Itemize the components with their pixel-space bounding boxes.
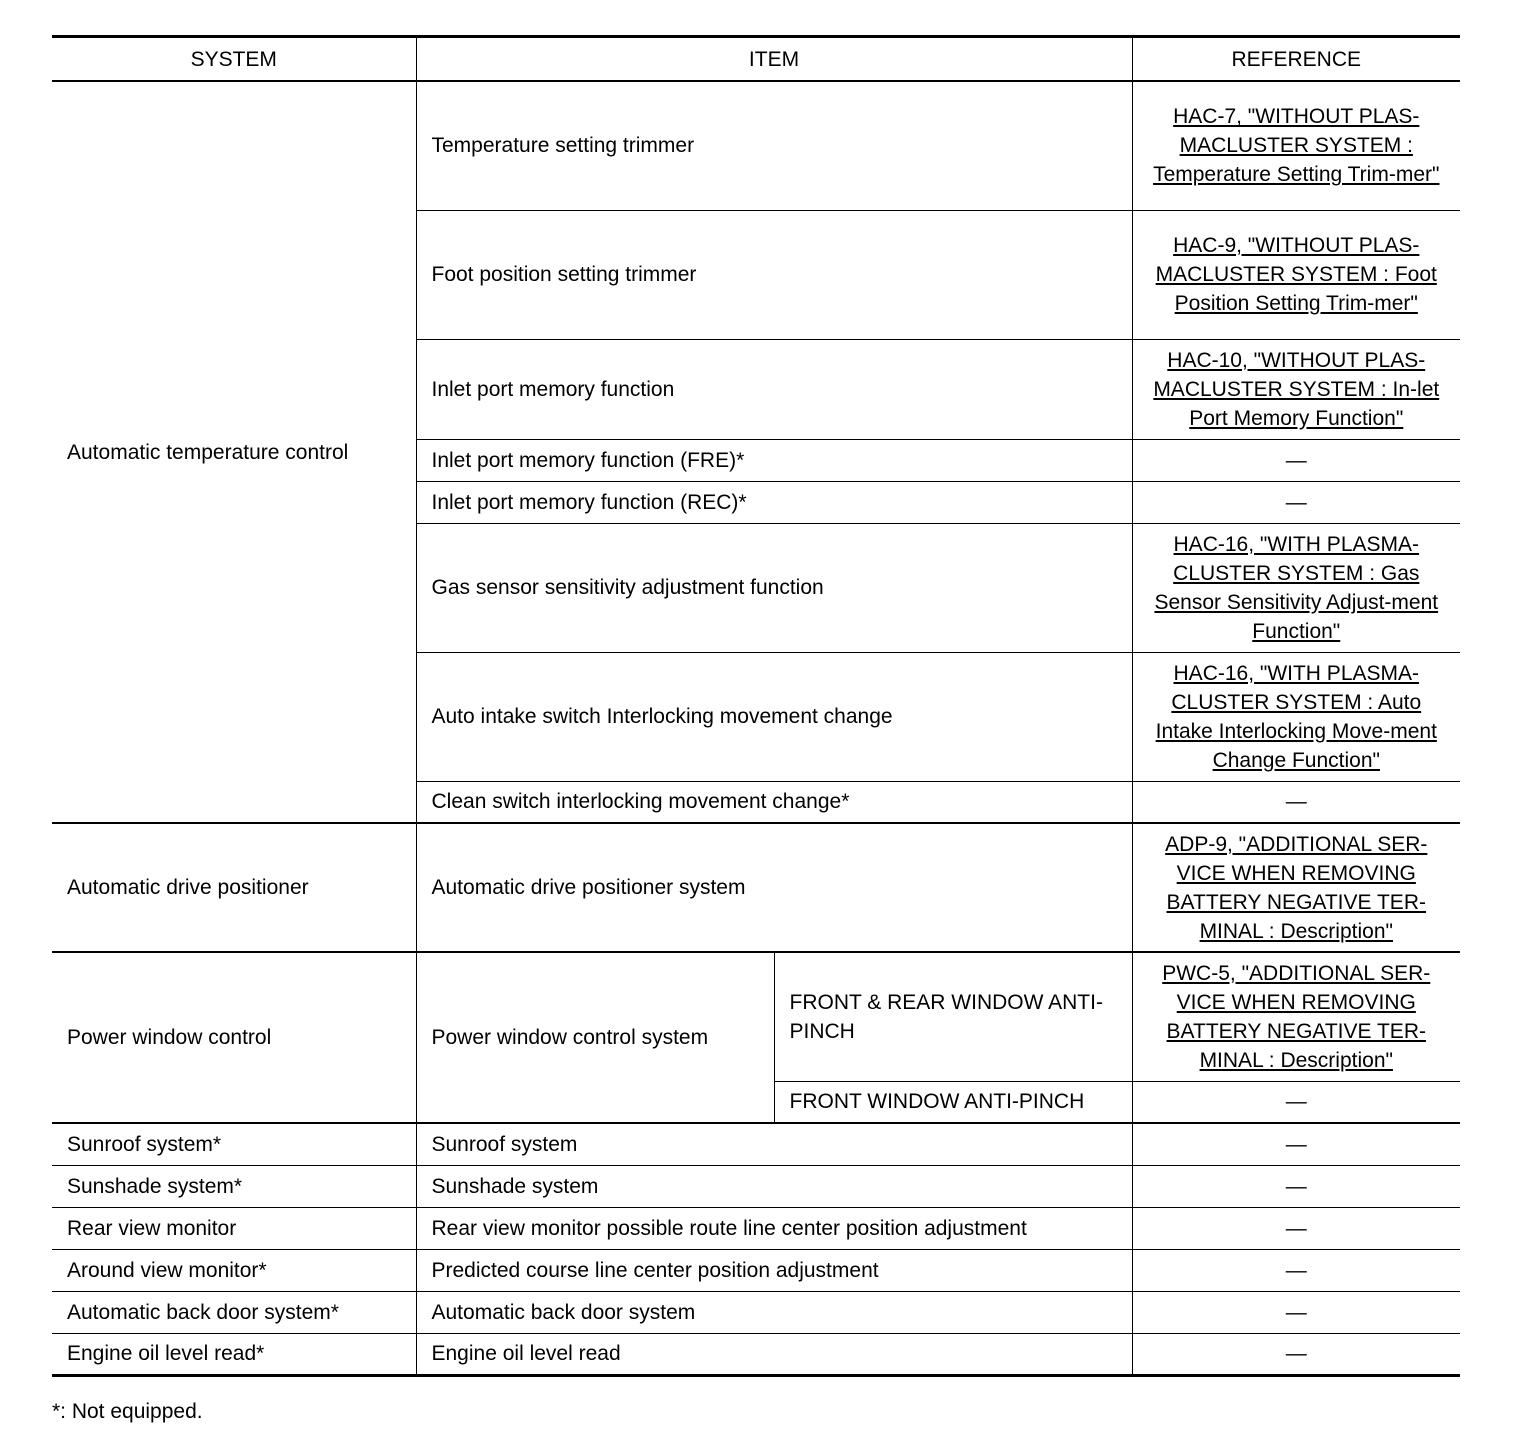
header-reference: REFERENCE <box>1132 37 1460 82</box>
item-cell: Power window control system <box>416 952 774 1123</box>
item-cell: Rear view monitor possible route line center position adjustment <box>416 1207 1132 1249</box>
reference-dash: — <box>1132 481 1460 523</box>
reference-cell <box>1132 210 1460 339</box>
reference-dash: — <box>1132 439 1460 481</box>
system-cell: Power window control <box>52 952 416 1123</box>
footnote: *: Not equipped. <box>52 1400 203 1423</box>
item-cell: Inlet port memory function (FRE)* <box>416 439 1132 481</box>
table-row <box>52 1165 1460 1207</box>
system-reference-table <box>52 35 1460 1377</box>
reference-cell <box>1132 952 1460 1081</box>
item-cell: Inlet port memory function <box>416 339 1132 439</box>
system-cell: Rear view monitor <box>52 1207 416 1249</box>
reference-dash: — <box>1132 1291 1460 1333</box>
sub-item-cell: FRONT WINDOW ANTI-PINCH <box>774 1081 1132 1123</box>
reference-link[interactable]: HAC-16, "WITH PLASMA-CLUSTER SYSTEM : Auto Intake Interlocking Move-ment Change Function" <box>1155 661 1437 772</box>
reference-dash: — <box>1132 781 1460 823</box>
reference-dash: — <box>1132 1207 1460 1249</box>
table-row <box>52 1123 1460 1165</box>
reference-dash: — <box>1132 1123 1460 1165</box>
sub-item-cell: FRONT & REAR WINDOW ANTI-PINCH <box>774 952 1132 1081</box>
item-cell: Automatic back door system <box>416 1291 1132 1333</box>
item-cell: Engine oil level read <box>416 1333 1132 1375</box>
system-cell: Engine oil level read* <box>52 1333 416 1375</box>
item-cell: Clean switch interlocking movement change* <box>416 781 1132 823</box>
system-cell: Around view monitor* <box>52 1249 416 1291</box>
table-row <box>52 1249 1460 1291</box>
item-cell: Auto intake switch Interlocking movement change <box>416 652 1132 781</box>
header-item: ITEM <box>416 37 1132 82</box>
reference-link[interactable]: PWC-5, "ADDITIONAL SER-VICE WHEN REMOVING BATTERY NEGATIVE TER-MINAL : Description" <box>1162 961 1431 1072</box>
item-cell: Automatic drive positioner system <box>416 823 1132 952</box>
reference-link[interactable]: HAC-16, "WITH PLASMA-CLUSTER SYSTEM : Gas Sensor Sensitivity Adjust-ment Function" <box>1154 532 1439 643</box>
item-cell: Gas sensor sensitivity adjustment function <box>416 523 1132 652</box>
header-system: SYSTEM <box>52 37 416 82</box>
item-cell: Foot position setting trimmer <box>416 210 1132 339</box>
reference-dash: — <box>1132 1333 1460 1375</box>
system-cell: Automatic drive positioner <box>52 823 416 952</box>
table-row <box>52 823 1460 952</box>
item-cell: Sunroof system <box>416 1123 1132 1165</box>
reference-cell <box>1132 81 1460 210</box>
reference-cell <box>1132 339 1460 439</box>
reference-dash: — <box>1132 1249 1460 1291</box>
item-cell: Sunshade system <box>416 1165 1132 1207</box>
reference-cell <box>1132 523 1460 652</box>
item-cell: Predicted course line center position adjustment <box>416 1249 1132 1291</box>
system-cell: Sunshade system* <box>52 1165 416 1207</box>
reference-dash: — <box>1132 1081 1460 1123</box>
header-row <box>52 37 1460 82</box>
reference-dash: — <box>1132 1165 1460 1207</box>
reference-cell <box>1132 652 1460 781</box>
item-cell: Temperature setting trimmer <box>416 81 1132 210</box>
table-row <box>52 952 1460 1081</box>
item-cell: Inlet port memory function (REC)* <box>416 481 1132 523</box>
table-row <box>52 1207 1460 1249</box>
reference-link[interactable]: HAC-9, "WITHOUT PLAS-MACLUSTER SYSTEM : Foot Position Setting Trim-mer" <box>1155 234 1437 315</box>
system-cell: Automatic back door system* <box>52 1291 416 1333</box>
table-row <box>52 1333 1460 1375</box>
system-cell: Automatic temperature control <box>52 81 416 823</box>
reference-link[interactable]: HAC-7, "WITHOUT PLAS-MACLUSTER SYSTEM : Temperature Setting Trim-mer" <box>1153 105 1440 187</box>
system-cell: Sunroof system* <box>52 1123 416 1165</box>
table-row <box>52 81 1460 210</box>
reference-link[interactable]: HAC-10, "WITHOUT PLAS-MACLUSTER SYSTEM : In-let Port Memory Function" <box>1153 348 1440 430</box>
table-row <box>52 1291 1460 1333</box>
reference-cell <box>1132 823 1460 952</box>
reference-link[interactable]: ADP-9, "ADDITIONAL SER-VICE WHEN REMOVING BATTERY NEGATIVE TER-MINAL : Description" <box>1165 832 1428 943</box>
